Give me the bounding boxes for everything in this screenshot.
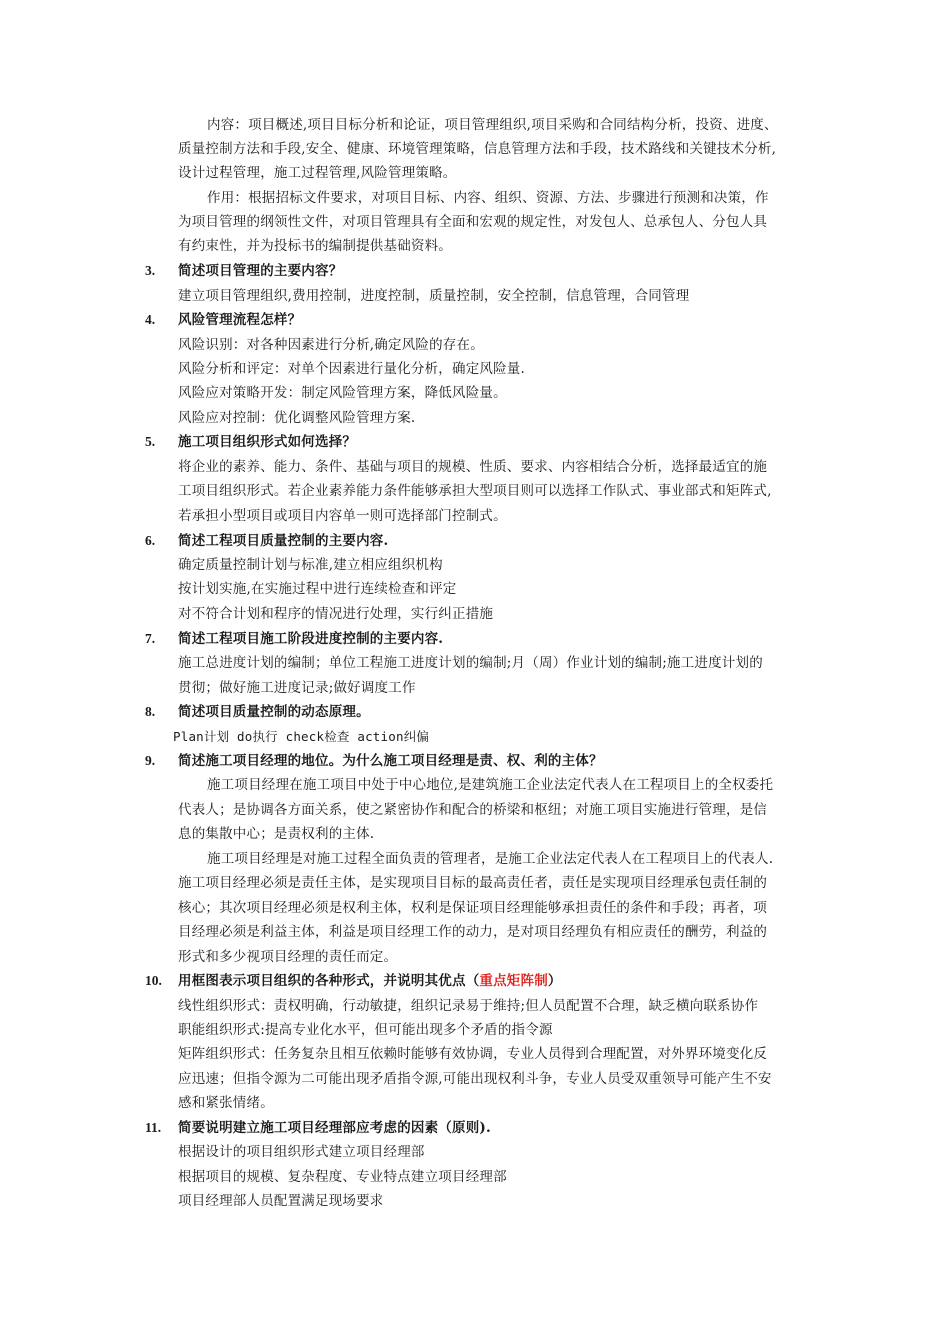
- question-title: 简述工程项目质量控制的主要内容.: [178, 533, 389, 549]
- answer-line: Plan计划 do执行 check检查 action纠偏: [173, 729, 430, 744]
- answer-line: 职能组织形式:提高专业化水平，但可能出现多个矛盾的指令源: [178, 1022, 553, 1038]
- question-number: 10.: [145, 973, 162, 988]
- answer-line: 按计划实施,在实施过程中进行连续检查和评定: [178, 581, 457, 597]
- question-title-text: 用框图表示项目组织的各种形式，并说明其优点（: [178, 973, 480, 989]
- answer-line: 贯彻；做好施工进度记录;做好调度工作: [178, 680, 416, 696]
- question-title: [178, 973, 562, 989]
- question-number: 4.: [145, 312, 156, 327]
- intro-purpose-line: 为项目管理的纲领性文件，对项目管理具有全面和宏观的规定性，对发包人、总承包人、分包人具: [178, 214, 768, 230]
- intro-purpose-line: 有约束性，并为投标书的编制提供基础资料。: [178, 238, 452, 254]
- question-title: 简述项目质量控制的动态原理。: [178, 704, 370, 720]
- answer-line: 施工项目经理在施工项目中处于中心地位,是建筑施工企业法定代表人在工程项目上的全权委托: [207, 777, 774, 793]
- question-title-end: ）: [547, 973, 562, 989]
- answer-line: 对不符合计划和程序的情况进行处理，实行纠正措施: [178, 606, 494, 622]
- answer-line: 施工总进度计划的编制；单位工程施工进度计划的编制;月（周）作业计划的编制;施工进度计划的: [178, 655, 763, 671]
- answer-line: 矩阵组织形式：任务复杂且相互依赖时能够有效协调，专业人员得到合理配置，对外界环境变化反: [178, 1046, 768, 1062]
- answer-line: 施工项目经理是对施工过程全面负责的管理者，是施工企业法定代表人在工程项目上的代表人.: [207, 851, 774, 867]
- answer-line: 感和紧张情绪。: [178, 1095, 274, 1111]
- answer-line: 核心；其次项目经理必须是权利主体，权利是保证项目经理能够承担责任的条件和手段；再者，项: [178, 900, 768, 916]
- answer-line: 风险识别：对各种因素进行分析,确定风险的存在。: [178, 337, 484, 353]
- answer-line: 施工项目经理必须是责任主体，是实现项目目标的最高责任者，责任是实现项目经理承包责任制的: [178, 875, 768, 891]
- answer-line: 项目经理部人员配置满足现场要求: [178, 1193, 384, 1209]
- intro-purpose-line: 作用：根据招标文件要求，对项目目标、内容、组织、资源、方法、步骤进行预测和决策，作: [207, 190, 769, 206]
- answer-line: 代表人；是协调各方面关系，使之紧密协作和配合的桥梁和枢纽；对施工项目实施进行管理，是信: [178, 802, 768, 818]
- question-title: 简述施工项目经理的地位。为什么施工项目经理是责、权、利的主体？: [178, 753, 603, 769]
- intro-content-line: 设计过程管理，施工过程管理,风险管理策略。: [178, 165, 457, 181]
- answer-line: 形式和多少视项目经理的责任而定。: [178, 949, 398, 965]
- answer-line: 工项目组织形式。若企业素养能力条件能够承担大型项目则可以选择工作队式、事业部式和矩阵式,: [178, 483, 772, 499]
- question-number: 5.: [145, 434, 156, 449]
- question-number: 11.: [145, 1120, 162, 1135]
- answer-line: 风险分析和评定：对单个因素进行量化分析，确定风险量.: [178, 361, 525, 377]
- question-title: 简述项目管理的主要内容？: [178, 263, 343, 279]
- answer-line: 根据设计的项目组织形式建立项目经理部: [178, 1144, 425, 1160]
- intro-content-line: 内容：项目概述,项目目标分析和论证，项目管理组织,项目采购和合同结构分析，投资、进度、: [207, 117, 778, 133]
- question-number: 7.: [145, 631, 156, 646]
- question-number: 6.: [145, 533, 156, 548]
- question-number: 9.: [145, 753, 156, 768]
- answer-line: 若承担小型项目或项目内容单一则可选择部门控制式。: [178, 508, 507, 524]
- answer-line: 将企业的素养、能力、条件、基础与项目的规模、性质、要求、内容相结合分析，选择最适宜的施: [178, 459, 768, 475]
- highlight-text: 重点矩阵制: [479, 973, 548, 989]
- answer-line: 风险应对策略开发：制定风险管理方案，降低风险量。: [178, 385, 507, 401]
- question-title: 施工项目组织形式如何选择？: [178, 434, 357, 450]
- answer-line: 确定质量控制计划与标准,建立相应组织机构: [178, 557, 443, 573]
- answer-line: 息的集散中心；是责权利的主体.: [178, 826, 375, 842]
- answer-line: 线性组织形式：责权明确，行动敏捷，组织记录易于维持;但人员配置不合理，缺乏横向联系协作: [178, 998, 759, 1014]
- answer-line: 应迅速；但指令源为二可能出现矛盾指令源,可能出现权利斗争，专业人员受双重领导可能产生不安: [178, 1071, 772, 1087]
- question-title: 风险管理流程怎样？: [178, 312, 302, 328]
- answer-line: 建立项目管理组织,费用控制，进度控制，质量控制，安全控制，信息管理，合同管理: [178, 288, 690, 304]
- answer-line: 风险应对控制：优化调整风险管理方案.: [178, 410, 416, 426]
- answer-line: 目经理必须是利益主体，利益是项目经理工作的动力，是对项目经理负有相应责任的酬劳，利益的: [178, 924, 768, 940]
- intro-content-line: 质量控制方法和手段,安全、健康、环境管理策略，信息管理方法和手段，技术路线和关键技术分析,: [178, 141, 777, 157]
- answer-line: 根据项目的规模、复杂程度、专业特点建立项目经理部: [178, 1169, 507, 1185]
- question-title: 简述工程项目施工阶段进度控制的主要内容.: [178, 631, 444, 647]
- question-number: 8.: [145, 704, 156, 719]
- question-title: 简要说明建立施工项目经理部应考虑的因素（原则).: [178, 1120, 491, 1136]
- question-number: 3.: [145, 263, 156, 278]
